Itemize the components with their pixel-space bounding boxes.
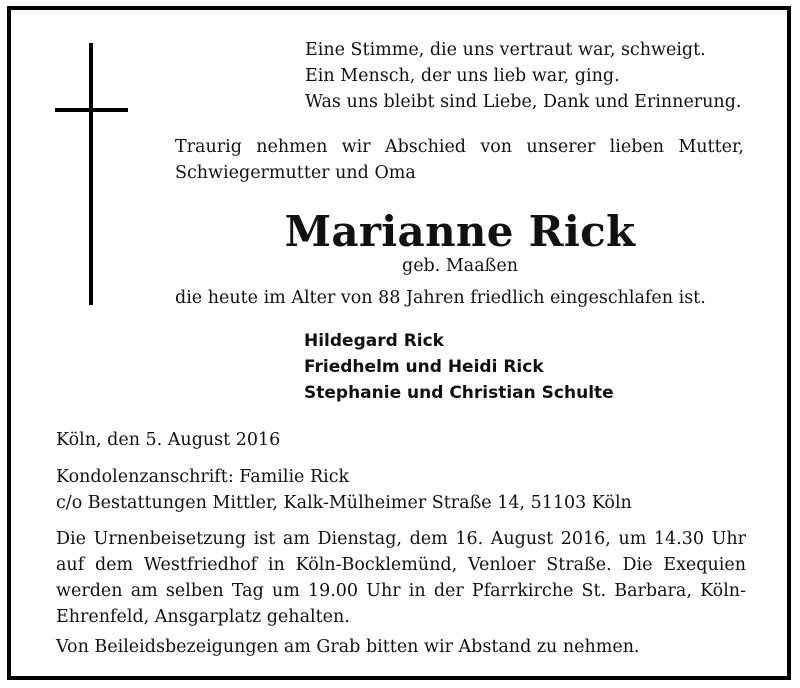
closing-note: Von Beileidsbezeigungen am Grab bitten wir Abstand zu nehmen.	[56, 637, 640, 657]
deceased-name: Marianne Rick	[284, 207, 636, 256]
mourner-2: Friedhelm und Heidi Rick	[304, 357, 544, 377]
verse-line-1: Eine Stimme, die uns vertraut war, schweigt.	[305, 40, 706, 60]
verse-line-3: Was uns bleibt sind Liebe, Dank und Erinnerung.	[305, 92, 742, 112]
birth-name: geb. Maaßen	[402, 256, 518, 276]
mourner-1: Hildegard Rick	[304, 331, 444, 351]
condolence-line-2: c/o Bestattungen Mittler, Kalk-Mülheimer Straße 14, 51103 Köln	[56, 493, 632, 513]
verse-line-2: Ein Mensch, der uns lieb war, ging.	[305, 66, 620, 86]
funeral-info: Die Urnenbeisetzung ist am Dienstag, dem 16. August 2016, um 14.30 Uhr auf dem Westfriedhof in Köln-Bocklemünd, Venloer Straße. Die Exequien werden am selben Tag um 19.00 Uhr in der Pfarrkirche St. Barbara, Köln-Ehrenfeld, Ansgarplatz gehalten.	[56, 529, 746, 627]
mourner-3: Stephanie und Christian Schulte	[304, 383, 614, 403]
intro-text: Traurig nehmen wir Abschied von unserer lieben Mutter, Schwiegermutter und Oma	[175, 137, 744, 183]
place-date: Köln, den 5. August 2016	[56, 430, 281, 450]
cross-icon-horizontal	[55, 108, 128, 112]
age-line: die heute im Alter von 88 Jahren friedlich eingeschlafen ist.	[175, 288, 706, 308]
condolence-line-1: Kondolenzanschrift: Familie Rick	[56, 467, 350, 487]
